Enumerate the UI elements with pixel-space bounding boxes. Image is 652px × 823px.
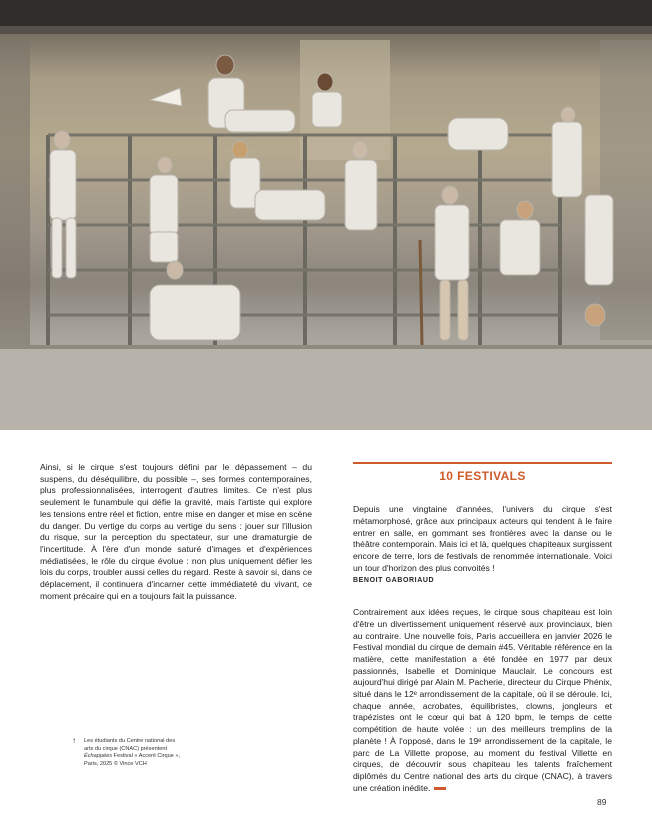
photo-caption (84, 738, 184, 768)
section-divider (353, 462, 612, 464)
body-paragraph (353, 607, 612, 794)
caption-arrow-icon: ↑ (72, 736, 76, 745)
left-paragraph: Ainsi, si le cirque s'est toujours défini par le dépassement – du suspens, du déséquilibre, du possible –, ses formes contemporaines, plus professionnalisées, interrogent d'autres limites. Ce n'est plus seulement le funambule qui défie la gravité, mais l'artiste qui explore les tensions entre réel et fiction, entre mise en danger et mise en scène du danger. Du vertige du corps au vertige du sens : jouer sur l'illusion du risque, sur la perception du spectateur, sur une dramaturgie de l'incertitude. À l'ère d'un monde saturé d'images et d'expériences médiatisées, le rôle du cirque évolue : non plus uniquement défier les lois du corps, troubler aussi celles du regard. Reste à savoir si, dans ce déplacement, il continuera d'incarner cette immédiateté du vivant, ce moment précaire qui en a toujours fait la puissance. (40, 462, 312, 601)
caption-italic-title: Échappées (84, 753, 112, 760)
end-mark-icon (434, 787, 446, 790)
right-column (353, 462, 612, 794)
caption-line1: Les étudiants du Centre national des arts du cirque (CNAC) présentent (84, 738, 176, 752)
caption-line2: Festival « Accent Cirque », Paris, 2025 © Vince VCH (84, 753, 181, 767)
intro-paragraph: Depuis une vingtaine d'années, l'univers du cirque s'est métamorphosé, grâce aux principaux acteurs qui tendent à le faire entrer en salle, en gommant ses frontières avec la danse ou le théâtre contemporain. Mais ici et là, quelques chapiteaux surgissent encore de terre, lors de festivals de renommée internationale. Voici un tour d'horizon des plus convoités ! (353, 504, 612, 573)
author-byline: BENOIT GABORIAUD (353, 577, 435, 585)
left-column-text (40, 462, 312, 602)
body-text: Contrairement aux idées reçues, le cirque sous chapiteau est loin d'être un divertissement uniquement réservé aux provinciaux, bien au contraire. Une nouvelle fois, Paris accueillera en janvier 2026 le Festival mondial du cirque de demain #45. Véritable référence en la matière, cette manifestation a été fondée en 1977 par deux passionnés, Isabelle et Dominique Mauclair. Le concours est aujourd'hui dirigé par Alain M. Pacherie, directeur du Cirque Phénix, situé dans le 12ᵉ arrondissement de la capitale, où il se déroule. Ici, chaque année, acrobates, équilibristes, clowns, jongleurs et trapézistes ont le cœur qui bat à 120 bpm, le temps de cette compétition de haute volée : un des meilleurs tremplins de la planète ! À l'opposé, dans le 19ᵉ arrondissement de la capitale, le parc de La Villette propose, au moment du festival Villette en cirques, de découvrir sous chapiteau les talents fraîchement diplômés du Centre national des arts du cirque (CNAC), à travers une création inédite. (353, 607, 612, 793)
section-title: 10 FESTIVALS (439, 468, 526, 483)
page-number: 89 (597, 797, 607, 807)
